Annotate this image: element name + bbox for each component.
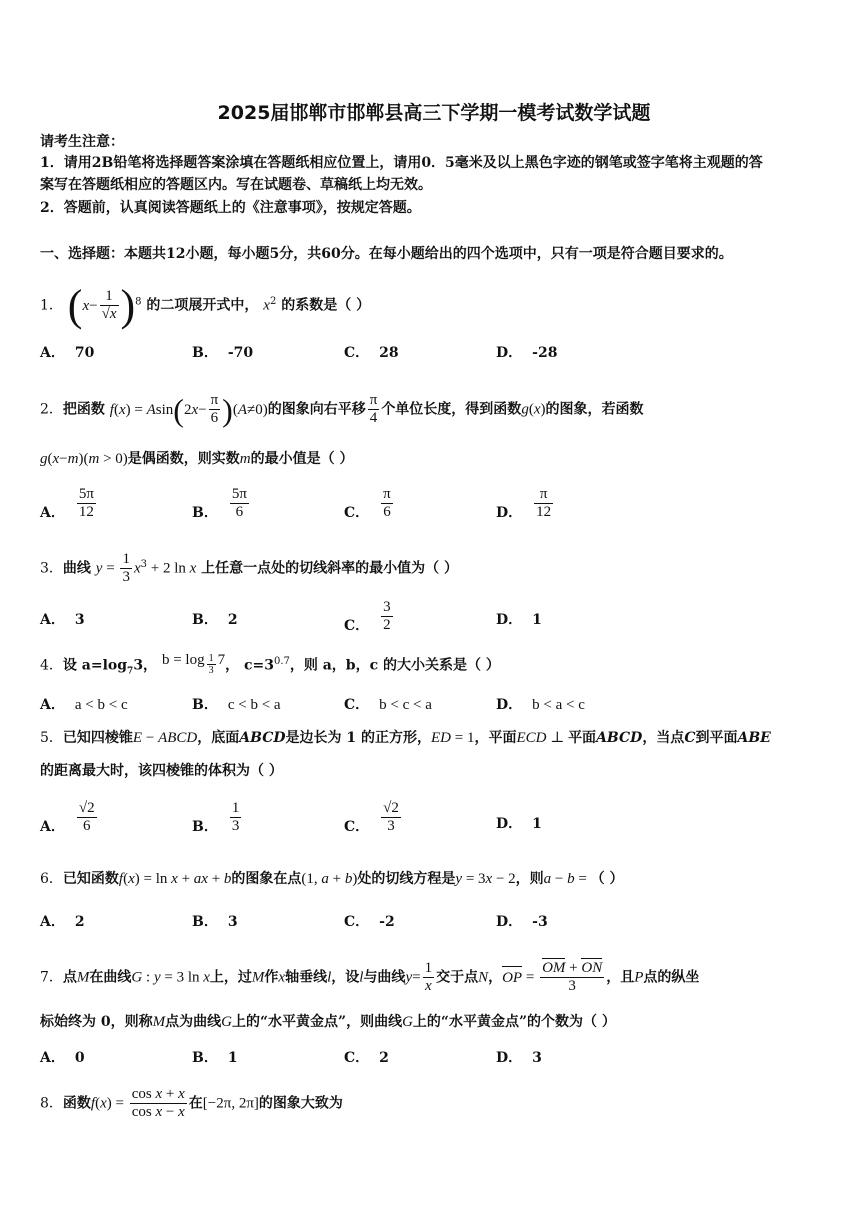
option-a[interactable]: A． a < b < c [40,697,128,713]
question-3: 3．曲线 y = $\frac{1}{3}$ $x^3 + 2$ ln x 上任意一点处的切线斜率的最小值为（ ） [40,551,459,585]
option-b[interactable]: B． 1 [192,1050,238,1066]
option-c[interactable]: C． $\frac{\pi}{6}$ [344,486,391,521]
question-8: 8．函数f(x) = $\frac{\text{cos x + x}}{\text{cos x − x}}$ 在[−2π, 2π]的图象大致为 [40,1086,343,1120]
function-expression: f(x) = Asin(2x− $\frac{\pi}{6}$ )(A≠0) [109,391,268,428]
option-b[interactable]: B． 3 [192,914,238,930]
option-a[interactable]: A． $\frac{5\pi}{12}$ [40,486,94,521]
option-c[interactable]: C． -2 [344,914,395,930]
option-c[interactable]: C． b < c < a [344,697,432,713]
question-7: 7．点M在曲线G : y = 3 ln x上，过M作x轴垂线l，设l与曲线y= $\frac{1}{x}$ 交于点N，OP = $\frac{OM + ON}{3}$ ，且P点的纵坐 [40,960,700,994]
option-d[interactable]: D． $\frac{\pi}{12}$ [496,486,552,521]
option-c[interactable]: C． $\frac{3}{2}$ [344,599,391,634]
option-a[interactable]: A． $\frac{√2}{6}$ [40,800,95,835]
question-6: 6．已知函数f(x) = ln x + ax + b的图象在点(1, a + b)处的切线方程是y = 3x − 2，则a − b = （ ） [40,871,624,887]
option-a[interactable]: A． 3 [40,612,85,628]
question-number: 1． [40,297,63,314]
question-7-cont: 标始终为 0，则称M点为曲线G上的“水平黄金点”，则曲线G上的“水平黄金点”的个数为（ ） [40,1014,616,1030]
page-title: 2025届邯郸市邯郸县高三下学期一模考试数学试题 [217,102,651,124]
option-c[interactable]: C． 2 [344,1050,389,1066]
option-b[interactable]: B． $\frac{5\pi}{6}$ [192,486,247,521]
option-b[interactable]: B． $\frac{1}{3}$ [192,800,240,835]
question-2-cont: g(x−m)(m > 0)是偶函数，则实数m的最小值是（ ） [40,451,354,467]
question-text-2: 的系数是（ ） [281,297,371,314]
option-b[interactable]: B． 2 [192,612,238,628]
notice-line-1b: 案写在答题纸相应的答题区内。写在试题卷、草稿纸上均无效。 [40,177,432,193]
option-d[interactable]: D． b < a < c [496,697,585,713]
question-5-cont: 的距离最大时，该四棱锥的体积为（ ） [40,763,283,779]
question-4: 4．设 $a=\log_73$， b = log $_{\frac{1}{3}}$ 7， $c=3^{0.7}$，则 a，b，c 的大小关系是（ ） [40,651,500,677]
question-number: 2． [40,401,63,418]
question-text: 把函数 [62,401,105,418]
question-5: 5．已知四棱锥E − ABCD，底面ABCD是边长为 1 的正方形，ED = 1，平面ECD ⊥ 平面ABCD，当点C到平面ABE [40,730,771,746]
notice-line-1a: 1．请用2B铅笔将选择题答案涂填在答题纸相应位置上，请用0．5毫米及以上黑色字迹的钢笔或签字笔将主观题的答 [40,155,763,171]
option-d[interactable]: D． 1 [496,816,542,832]
question-2: 2．把函数 f(x) = Asin(2x− $\frac{\pi}{6}$ )(A≠0)的图象向右平移 $\frac{\pi}{4}$ 个单位长度，得到函数g(x)的图象，若函数 [40,391,644,428]
option-a[interactable]: A． 2 [40,914,85,930]
option-c[interactable]: C． 28 [344,345,399,361]
binomial-expression: (x− $\frac{1}{√x}$ )$^8$ [67,280,142,330]
option-d[interactable]: D． 1 [496,612,542,628]
notice-heading: 请考生注意： [40,134,124,150]
option-a[interactable]: A． 70 [40,345,95,361]
math-term: x [263,297,270,314]
option-b[interactable]: B． c < b < a [192,697,281,713]
option-d[interactable]: D． -3 [496,914,548,930]
question-text: 的二项展开式中， [146,297,259,314]
notice-line-2: 2．答题前，认真阅读答题纸上的《注意事项》，按规定答题。 [40,200,421,216]
option-d[interactable]: D． -28 [496,345,558,361]
option-d[interactable]: D． 3 [496,1050,542,1066]
option-a[interactable]: A． 0 [40,1050,85,1066]
section-heading: 一、选择题：本题共12小题，每小题5分，共60分。在每小题给出的四个选项中，只有一项是符合题目要求的。 [40,246,733,262]
question-1: 1． (x− $\frac{1}{√x}$ )$^8$ 的二项展开式中， $x^2$ 的系数是（ ） [40,280,371,330]
option-b[interactable]: B． -70 [192,345,254,361]
option-c[interactable]: C． $\frac{√2}{3}$ [344,800,399,835]
